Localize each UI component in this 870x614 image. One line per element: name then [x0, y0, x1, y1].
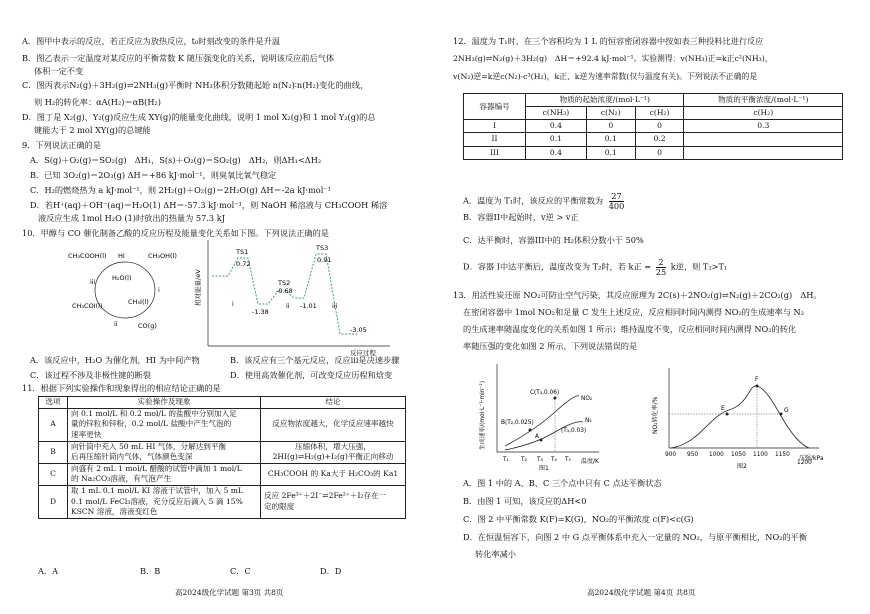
q10-stem: 10．甲醇与 CO 催化制备乙酸的反应历程及能量变化关系如下图。下列说法正确的是 [22, 228, 329, 238]
figure-2-conversion-vs-pressure [649, 364, 835, 472]
fig1-caption: 图1 [539, 465, 549, 472]
q8-option-c: C．图丙表示N₂(g)＋3H₂(g)⇌2NH₃(g)平衡时 NH₃体积分数随起始 n(N₂)∶n(H₂)变化的曲线， [22, 80, 369, 90]
fig1-tick-t2: T₂ [521, 457, 527, 463]
cycle-label-ch3cooh: CH₃COOH(l) [68, 252, 107, 260]
energy-x-label: 反应过程 [350, 349, 376, 356]
q12-header-container: 容器编号 [464, 94, 526, 120]
q9-option-a: A．S(g)＋O₂(g)＝SO₂(g) ΔH₁，S(s)＋O₂(g)＝SO₂(g) ΔH₂，则ΔH₁<ΔH₂ [30, 155, 322, 165]
q13-option-c: C．图 2 中平衡常数 K(F)=K(G)，NO₂的平衡浓度 c(F)<c(G) [463, 514, 694, 524]
cycle-label-ch3oh: CH₃OH(l) [148, 252, 177, 260]
fig2-label-g: G [784, 407, 789, 414]
fig1-point-b [529, 429, 532, 432]
q12-a-denominator: 400 [608, 201, 625, 212]
fig1-tick-t5: T₅ [565, 457, 571, 463]
q12-sub-nh3: c(NH₃) [526, 107, 587, 120]
q11-header-operation: 实验操作及现象 [68, 397, 261, 409]
fig2-tick-950: 950 [687, 452, 699, 458]
ts1-label: TS1 [236, 248, 249, 256]
q12-sub-h2-eq: c(H₂) [684, 107, 843, 120]
q9-option-d: D．若H⁺(aq)＋OH⁻(aq)＝H₂O(1) ΔH＝-57.3 kJ·mol⁻¹，则 NaOH 稀溶液与 CH₃COOH 稀溶 [30, 200, 388, 210]
q13-stem-line4: 率随压强的变化如图 2 所示，下列说法错误的是 [463, 341, 638, 351]
q12-d-numerator: 2 [656, 258, 666, 268]
q8-option-b-cont: 体积一定不变 [34, 66, 84, 76]
energy-profile-diagram [190, 236, 395, 356]
fig1-label-b: B(T₂,0.025) [501, 420, 534, 426]
q12-a-numerator: 27 [609, 192, 625, 202]
fig2-point-g [780, 413, 783, 416]
q12-row-iii: III 0.4 0.1 0 [464, 146, 843, 159]
q12-sub-n2: c(N₂) [586, 107, 635, 120]
ts3-value: 0.91 [317, 256, 332, 264]
q13-option-a: A．图 1 中的 A、B、C 三个点中只有 C 点达平衡状态 [463, 478, 662, 488]
ts1-value: 0.72 [236, 260, 251, 268]
fig1-label-t3: (T₃,0.03) [561, 428, 587, 434]
fig2-tick-1150: 1150 [775, 452, 790, 458]
q13-stem-line2: 在密闭容器中 1mol NO₂和足量 C 发生上述反应，反应相同时间内测得 NO₂的生成速率与 N₂ [463, 307, 804, 317]
fig1-label-a: A [535, 434, 539, 440]
q9-option-d-cont: 液反应生成 1mol H₂O (1)时放出的热量为 57.3 kJ [38, 213, 225, 223]
q11-answer-c: C．C [230, 566, 251, 576]
q12-header-initial: 物质的起始浓度/(mol·L⁻¹) [526, 94, 684, 107]
cycle-label-ch3coi: CH₃COI(l) [72, 302, 103, 310]
q11-header-option: 选项 [39, 397, 68, 409]
energy-step-ii: ii [286, 302, 290, 310]
q11-row-c: C 向盛有 2 mL 1 mol/L 醋酸的试管中滴加 1 mol/L 的 Na₂CO₃溶液，有气泡产生 CH₃COOH 的 Ka大于 H₂CO₃的 Ka1 [39, 463, 406, 485]
q12-option-b: B．容器II中起始时，v逆 > v正 [463, 212, 579, 222]
q12-d-denominator: 25 [655, 267, 667, 278]
q11-table [38, 396, 406, 519]
q11-answer-a: A．A [38, 566, 59, 576]
energy-step-iii: iii [332, 302, 338, 310]
cycle-step-i: i [158, 286, 160, 294]
fig2-point-e [726, 413, 729, 416]
cycle-step-ii: ii [114, 320, 118, 328]
fig2-point-f [756, 385, 759, 388]
q12-stem-line1: 12．温度为 T₁时，在三个容积均为 1 L 的恒容密闭容器中按如表三种投料比进行反应 [453, 36, 764, 46]
fig1-ylabel: 生成速率/(mol·L⁻¹·min⁻¹) [480, 380, 486, 450]
cycle-label-co: CO(g) [138, 322, 157, 330]
q10-option-c: C．该过程不涉及非极性键的断裂 [30, 370, 151, 380]
q13-option-b: B．由图 1 可知，该反应的ΔH<0 [463, 496, 587, 506]
fig1-label-n2: N₂ [585, 418, 592, 424]
fig1-tick-t4: T₄ [551, 457, 557, 463]
fig1-point-a [540, 439, 543, 442]
q11-row-a: A 向 0.1 mol/L 和 0.2 mol/L 的盐酸中分别加入足 量的锌粒和锌粉，0.2 mol/L 盐酸中产生气泡的 速率更快 反应物浓度越大，化学反应速率越快 [39, 408, 406, 441]
fig2-tick-1100: 1100 [753, 452, 768, 458]
ts2-label: TS2 [278, 279, 291, 287]
fig2-tick-900: 900 [665, 452, 677, 458]
q12-table [463, 93, 843, 160]
cycle-step-iii: iii [90, 278, 96, 286]
product-value: -3.05 [350, 326, 367, 334]
q12-option-d: D．容器 I中达平衡后，温度改变为 T₂时，若 k正 = $\frac{2}{25}$ k逆，则 T₂>T₁ [463, 257, 728, 278]
q9-stem: 9．下列说法正确的是 [22, 140, 101, 150]
q10-option-a: A．该反应中，H₂O 为催化剂，HI 为中间产物 [30, 355, 200, 365]
fig2-label-e: E [721, 405, 725, 412]
q8-option-a: A．图甲中表示的反应，若正反应为放热反应，t₀时刻改变的条件是升温 [22, 36, 281, 46]
q12-option-a: A．温度为 T₁时，该反应的平衡常数为 $\frac{27}{400}$ [463, 191, 625, 212]
ts2-value: -0.68 [276, 287, 293, 295]
fig2-curve [671, 386, 809, 448]
fig2-tick-1050: 1050 [731, 452, 746, 458]
cycle-label-hi: HI [118, 252, 125, 260]
q11-answer-b: B．B [140, 566, 161, 576]
energy-step-i: i [232, 300, 234, 308]
cycle-label-ch3i: CH₃I(l) [128, 298, 149, 306]
q9-option-b: B．已知 3O₂(g)＝2O₃(g) ΔH＝+86 kJ·mol⁻¹，则臭氧比氧气稳定 [30, 170, 277, 180]
ts3-label: TS3 [316, 244, 329, 252]
q11-header-conclusion: 结论 [261, 397, 406, 409]
fig1-tick-t3: T₃ [537, 457, 543, 463]
q12-row-i: I 0.4 0 0 0.3 [464, 120, 843, 133]
fig1-tick-t1: T₁ [503, 457, 509, 463]
fig1-label-c: C(T₃,0.06) [530, 390, 560, 396]
fig1-xlabel: 温度/K [581, 458, 599, 465]
q12-header-equilibrium: 物质的平衡浓度/(mol·L⁻¹) [684, 94, 843, 107]
q13-stem-line3: 的生成速率随温度变化的关系如图 1 所示；维持温度不变，反应相同时间内测得 NO₂的转化 [463, 324, 797, 334]
footer-page3: 高2024级化学试题 第3页 共8页 [175, 588, 284, 597]
fig2-caption: 图2 [737, 463, 747, 470]
fig1-label-no2: NO₂ [581, 396, 593, 402]
footer-page4: 高2024级化学试题 第4页 共8页 [587, 588, 696, 597]
q11-row-b: B 向针筒中充入 50 mL HI 气体，分解达到平衡 后再压缩针筒内气体，气体颜色变深 压缩体积，增大压强， 2HI(g)⇌H₂(g)+I₂(g)平衡正向移动 [39, 441, 406, 463]
fig2-ylabel: NO₂转化率/% [652, 396, 659, 434]
q12-option-c: C．达平衡时，容器III中的 H₂体积分数小于 50% [463, 235, 644, 245]
q13-option-d: D．在恒温恒容下，向图 2 中 G 点平衡体系中充入一定量的 NO₂，与原平衡相比，NO₂的平衡 [463, 532, 808, 542]
q11-answer-d: D．D [320, 566, 342, 576]
q12-row-ii: II 0.1 0.1 0.2 [464, 133, 843, 146]
q13-option-d-cont: 转化率减小 [475, 549, 516, 559]
q11-stem: 11．根据下列实验操作和现象得出的相应结论正确的是 [22, 383, 221, 393]
q8-option-b: B．图乙表示一定温度对某反应的平衡常数 K 随压强变化的关系，说明该反应前后气体 [22, 53, 335, 63]
q12-stem-line2: 2NH₃(g)⇌N₂(g)＋3H₂(g) ΔH＝+92.4 kJ·mol⁻¹。实验测得：v(NH₃)正=k正c²(NH₃)， [453, 54, 773, 63]
q8-option-c-cont: 则 H₂的转化率：αA(H₂)＝αB(H₂) [34, 97, 161, 107]
q13-stem-line1: 13．用活性炭还原 NO₂可防止空气污染，其反应原理为 2C(s)＋2NO₂(g)⇌N₂(g)＋2CO₂(g) ΔH。 [453, 290, 822, 300]
q10-option-b: B．该反应有三个基元反应，反应iii是决速步骤 [230, 355, 400, 365]
fig2-label-f: F [755, 376, 759, 383]
fig2-tick-1000: 1000 [709, 452, 724, 458]
page-right [435, 0, 870, 614]
q8-option-d: D．图丁是 X₂(g)、Y₂(g)反应生成 XY(g)的能量变化曲线，说明 1 mol X₂(g)和 1 mol Y₂(g)的总 [22, 112, 376, 122]
fig2-tick-1200: 1200 [797, 460, 812, 466]
q9-option-c: C．H₂的燃烧热为 a kJ·mol⁻¹，则 2H₂(g)＋O₂(g)＝2H₂O(g) ΔH＝-2a kJ·mol⁻¹ [30, 185, 331, 195]
catalytic-cycle-diagram [60, 240, 190, 332]
q8-option-d-cont: 键能大于 2 mol XY(g)的总键能 [34, 125, 151, 135]
fig2-xlabel: 压强/kPa [799, 455, 824, 462]
inter2-value: -1.01 [300, 302, 317, 310]
q10-option-d: D．使用高效催化剂，可改变反应历程和焓变 [230, 370, 393, 380]
q12-sub-h2: c(H₂) [635, 107, 684, 120]
energy-axis-label: 相对能量/eV [194, 269, 202, 306]
figure-1-rate-vs-temperature [475, 360, 625, 472]
inter1-value: -1.38 [252, 308, 269, 316]
q11-row-d: D 取 1 mL 0.1 mol/L KI 溶液于试管中，加入 5 mL 0.1 mol/L FeCl₃溶液，充分反应后滴入 5 滴 15% KSCN 溶液，溶液变红色 反应 2Fe³⁺＋2I⁻⇌2Fe²⁺＋I₂存在一 定的限度 [39, 486, 406, 519]
cycle-label-h2o: H₂O(l) [112, 274, 132, 282]
q12-stem-line3: v(N₂)逆=k逆c(N₂)·c³(H₂)，k正、k逆为速率常数(仅与温度有关)。下列说法不正确的是 [453, 72, 758, 81]
